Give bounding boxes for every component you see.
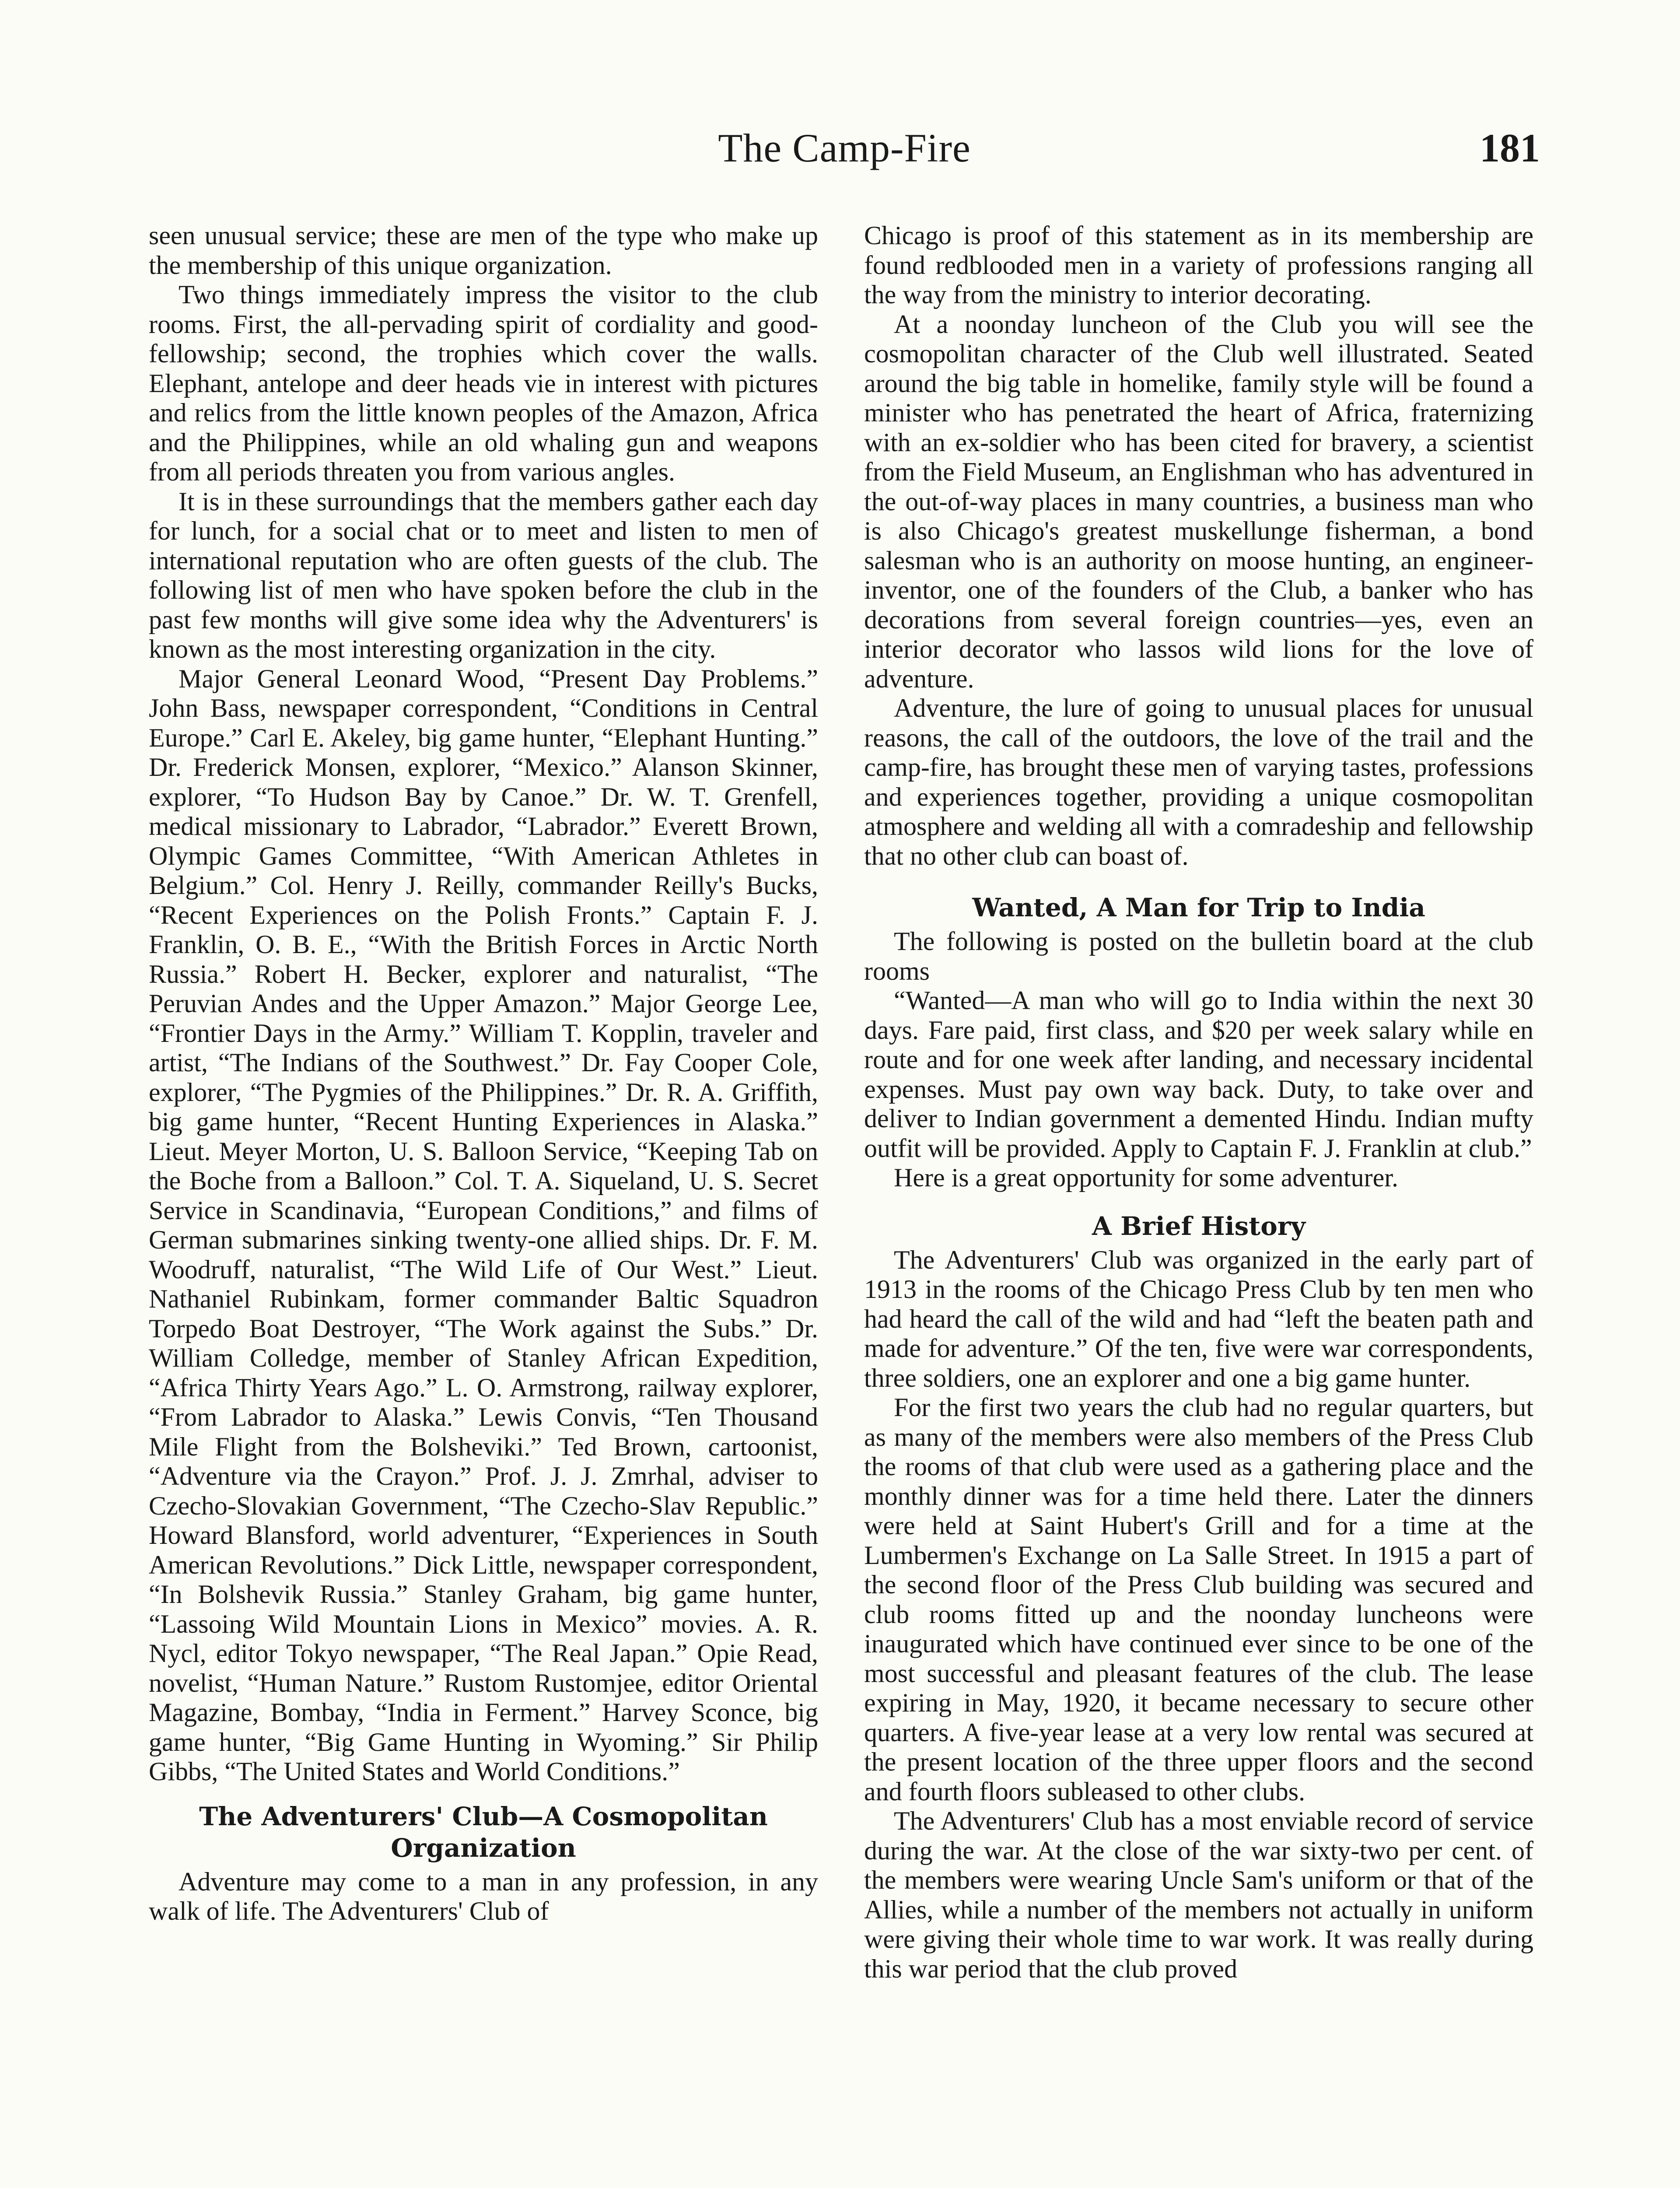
section-heading: Wanted, A Man for Trip to India — [972, 893, 1425, 922]
paragraph: Here is a great opportunity for some adventurer. — [894, 1163, 1398, 1192]
paragraph: The Adventurers' Club has a most enviable record of service during the war. At the close of the war sixty-two per cent. of the members were wearing Uncle Sam's uniform or that of the Allies, while a number of the members not actually in uniform were giving their whole time to war work. It was really during this war period that the club proved — [864, 1806, 1533, 1983]
paragraph: The Adventurers' Club was organized in the early part of 1913 in the rooms of the Chicago Press Club by ten men who had heard the call of the wild and had “left the beaten path and made for adventure.” Of the ten, five were war correspondents, three soldiers, one an explorer and one a big game hunter. — [864, 1245, 1533, 1392]
section-heading: The Adventurers' Club—A Cosmopolitan Organization — [199, 1801, 768, 1863]
paragraph: Adventure may come to a man in any profession, in any walk of life. The Adventurers' Club of — [149, 1867, 818, 1925]
paragraph: “Wanted—A man who will go to India within the next 30 days. Fare paid, first class, and $20 per week salary while en route and for one week after landing, and necessary incidental expenses. Must pay own way back. Duty, to take over and deliver to Indian government a demented Hindu. Indian mufty outfit will be provided. Apply to Captain F. J. Franklin at club.” — [864, 986, 1533, 1163]
paragraph: The following is posted on the bulletin board at the club rooms — [864, 927, 1533, 985]
running-title: The Camp-Fire — [718, 126, 971, 170]
paragraph: Adventure, the lure of going to unusual places for unusual reasons, the call of the outdoors, the love of the trail and the camp-fire, has brought these men of varying tastes, professions and experiences together, providing a unique cosmopolitan atmosphere and welding all with a comradeship and fellowship that no other club can boast of. — [864, 694, 1533, 870]
paragraph: Two things immediately impress the visitor to the club rooms. First, the all-pervading spirit of cordiality and good-fellowship; second, the trophies which cover the walls. Elephant, antelope and deer heads vie in interest with pictures and relics from the little known peoples of the Amazon, Africa and the Philippines, while an old whaling gun and weapons from all periods threaten you from various angles. — [149, 280, 818, 486]
page-number: 181 — [1480, 126, 1540, 170]
page-header — [149, 125, 1540, 195]
paragraph: Chicago is proof of this statement as in its membership are found redblooded men in a variety of professions ranging all the way from the ministry to interior decorating. — [864, 221, 1533, 309]
section-heading: A Brief History — [1092, 1211, 1306, 1241]
speaker-list-paragraph: Major General Leonard Wood, “Present Day Problems.” John Bass, newspaper correspondent, “Conditions in Central Europe.” Carl E. Akeley, big game hunter, “Elephant Hunting.” Dr. Frederick Monsen, explorer, “Mexico.” Alanson Skinner, explorer, “To Hudson Bay by Canoe.” Dr. W. T. Grenfell, medical missionary to Labrador, “Labrador.” Everett Brown, Olympic Games Committee, “With American Athletes in Belgium.” Col. Henry J. Reilly, commander Reilly's Bucks, “Recent Experiences on the Polish Fronts.” Captain F. J. Franklin, O. B. E., “With the British Forces in Arctic North Russia.” Robert H. Becker, explorer and naturalist, “The Peruvian Andes and the Upper Amazon.” Major George Lee, “Frontier Days in the Army.” William T. Kopplin, traveler and artist, “The Indians of the Southwest.” Dr. Fay Cooper Cole, explorer, “The Pygmies of the Philippines.” Dr. R. A. Griffith, big game hunter, “Recent Hunting Experiences in Alaska.” Lieut. Meyer Morton, U. S. Balloon Service, “Keeping Tab on the Boche from a Balloon.” Col. T. A. Siqueland, U. S. Secret Service in Scandinavia, “European Conditions,” and films of German submarines sinking twenty-one allied ships. Dr. F. M. Woodruff, naturalist, “The Wild Life of Our West.” Lieut. Nathaniel Rubinkam, former commander Baltic Squadron Torpedo Boat Destroyer, “The Work against the Subs.” Dr. William Colledge, member of Stanley African Expedition, “Africa Thirty Years Ago.” L. O. Armstrong, railway explorer, “From Labrador to Alaska.” Lewis Convis, “Ten Thousand Mile Flight from the Bolsheviki.” Ted Brown, cartoonist, “Adventure via the Crayon.” Prof. J. J. Zmrhal, adviser to Czecho-Slovakian Government, “The Czecho-Slav Republic.” Howard Blansford, world adventurer, “Experiences in South American Revolutions.” Dick Little, newspaper correspondent, “In Bolshevik Russia.” Stanley Graham, big game hunter, “Lassoing Wild Mountain Lions in Mexico” movies. A. R. Nycl, editor Tokyo newspaper, “The Real Japan.” Opie Read, novelist, “Human Nature.” Rustom Rustomjee, editor Oriental Magazine, Bombay, “India in Ferment.” Harvey Sconce, big game hunter, “Big Game Hunting in Wyoming.” Sir Philip Gibbs, “The United States and World Conditions.” — [149, 664, 818, 1786]
right-column — [864, 221, 1533, 1984]
paragraph: For the first two years the club had no regular quarters, but as many of the members were also members of the Press Club the rooms of that club were used as a gathering place and the monthly dinner was for a time held there. Later the dinners were held at Saint Hubert's Grill and for a time at the Lumbermen's Exchange on La Salle Street. In 1915 a part of the second floor of the Press Club building was secured and club rooms fitted up and the noonday luncheons were inaugurated which have continued ever since to be one of the most successful and pleasant features of the club. The lease expiring in May, 1920, it became necessary to secure other quarters. A five-year lease at a very low rental was secured at the present location of the three upper floors and the second and fourth floors subleased to other clubs. — [864, 1393, 1533, 1806]
paragraph: It is in these surroundings that the members gather each day for lunch, for a social chat or to meet and listen to men of international reputation who are often guests of the club. The following list of men who have spoken before the club in the past few months will give some idea why the Adventurers' is known as the most interesting organization in the city. — [149, 487, 818, 663]
left-column — [149, 221, 818, 1926]
paragraph: At a noonday luncheon of the Club you will see the cosmopolitan character of the Club well illustrated. Seated around the big table in homelike, family style will be found a minister who has penetrated the heart of Africa, fraternizing with an ex-soldier who has been cited for bravery, a scientist from the Field Museum, an Englishman who has adventured in the out-of-way places in many countries, a business man who is also Chicago's greatest muskellunge fisherman, a bond salesman who is an authority on moose hunting, an engineer-inventor, one of the founders of the Club, a banker who has decorations from several foreign countries—yes, even an interior decorator who lassos wild lions for the love of adventure. — [864, 309, 1533, 693]
paragraph: seen unusual service; these are men of the type who make up the membership of this unique organization. — [149, 221, 818, 280]
